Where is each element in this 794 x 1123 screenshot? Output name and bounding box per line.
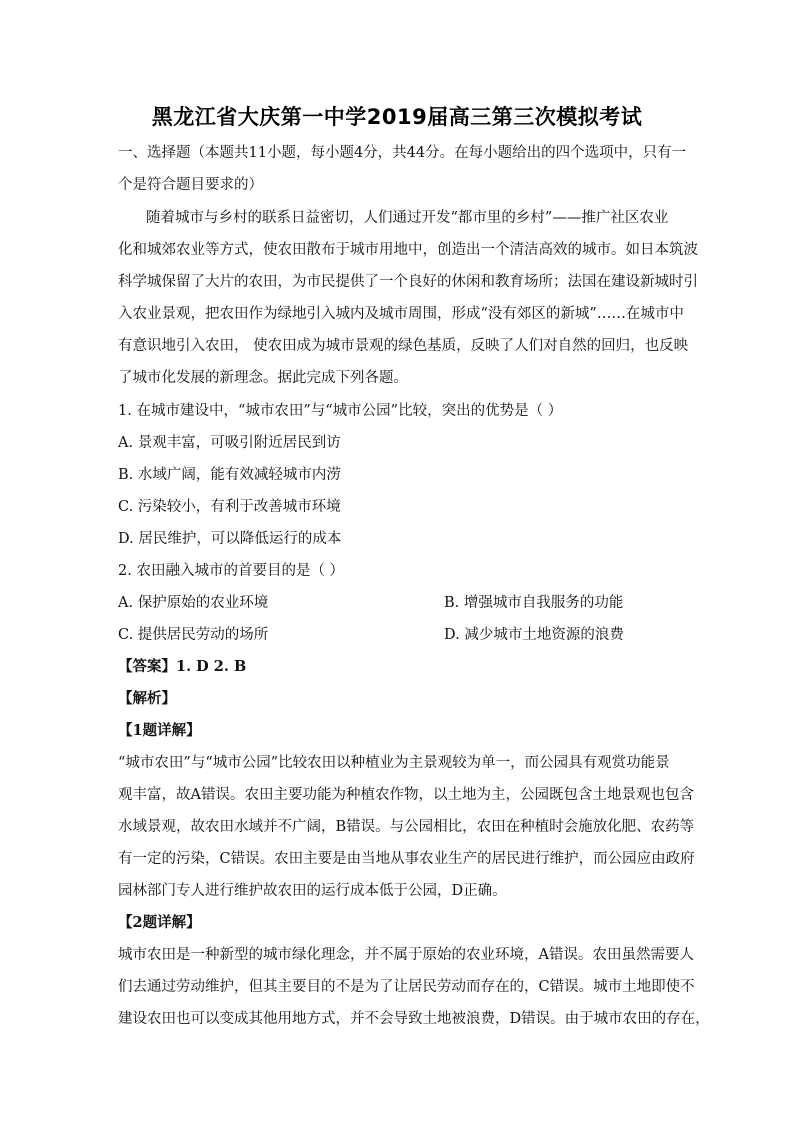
detail-2-line: 建设农田也可以变成其他用地方式，并不会导致土地被浪费，D错误。由于城市农田的存在，	[118, 1011, 710, 1027]
analysis-heading: 【解析】	[118, 690, 176, 707]
detail-1-line: 园林部门专人进行维护故农田的运行成本低于公园，D正确。	[118, 883, 507, 899]
question-2-option-b: B. 增强城市自我服务的功能	[444, 595, 624, 611]
detail-1-line: 观丰富，故A错误。农田主要功能为种植农作物，以土地为主，公园既包含土地景观也包含	[118, 787, 694, 803]
detail-2-heading: 【2题详解】	[118, 914, 201, 931]
question-1-stem: 1. 在城市建设中，“城市农田”与“城市公园”比较，突出的优势是（ ）	[118, 403, 563, 419]
detail-1-line: 水域景观，故农田水域并不广阔，B错误。与公园相比，农田在种植时会施放化肥、农药等	[118, 819, 695, 835]
section-instruction-line-1: 一、选择题（本题共11小题，每小题4分，共44分。在每小题给出的四个选项中，只有一	[118, 145, 687, 161]
question-1-option-a: A. 景观丰富，可吸引附近居民到访	[118, 435, 341, 451]
passage-line: 了城市化发展的新理念。据此完成下列各题。	[118, 370, 408, 386]
question-2-option-c: C. 提供居民劳动的场所	[118, 627, 269, 643]
question-2-option-a: A. 保护原始的农业环境	[118, 595, 269, 611]
section-instruction-line-2: 个是符合题目要求的）	[118, 177, 263, 193]
passage-line: 随着城市与乡村的联系日益密切，人们通过开发“都市里的乡村”——推广社区农业	[146, 210, 669, 226]
passage-line: 化和城郊农业等方式，使农田散布于城市用地中，创造出一个清洁高效的城市。如日本筑波	[118, 242, 698, 258]
exam-title: 黑龙江省大庆第一中学2019届高三第三次模拟考试	[151, 105, 643, 129]
passage-line: 科学城保留了大片的农田，为市民提供了一个良好的休闲和教育场所；法国在建设新城时引	[118, 274, 698, 290]
question-2-option-d: D. 减少城市土地资源的浪费	[444, 627, 624, 643]
question-2-stem: 2. 农田融入城市的首要目的是（ ）	[118, 563, 345, 579]
question-1-option-c: C. 污染较小，有利于改善城市环境	[118, 499, 341, 515]
detail-2-line: 们去通过劳动维护，但其主要目的不是为了让居民劳动而存在的，C错误。城市土地即使不	[118, 979, 695, 995]
detail-1-line: “城市农田”与“城市公园”比较农田以种植业为主景观较为单一，而公园具有观赏功能景	[118, 755, 670, 771]
question-1-option-d: D. 居民维护，可以降低运行的成本	[118, 531, 342, 547]
detail-2-line: 城市农田是一种新型的城市绿化理念，并不属于原始的农业环境，A错误。农田虽然需要人	[118, 947, 694, 963]
question-1-option-b: B. 水域广阔，能有效减轻城市内涝	[118, 467, 341, 483]
detail-1-line: 有一定的污染，C错误。农田主要是由当地从事农业生产的居民进行维护，而公园应由政府	[118, 851, 695, 867]
answer-line: 【答案】1. D 2. B	[118, 658, 247, 675]
passage-line: 入农业景观，把农田作为绿地引入城内及城市周围，形成“没有郊区的新城”……在城市中	[118, 306, 684, 322]
passage-line: 有意识地引入农田， 使农田成为城市景观的绿色基质，反映了人们对自然的回归，也反映	[118, 338, 689, 354]
detail-1-heading: 【1题详解】	[118, 722, 201, 739]
